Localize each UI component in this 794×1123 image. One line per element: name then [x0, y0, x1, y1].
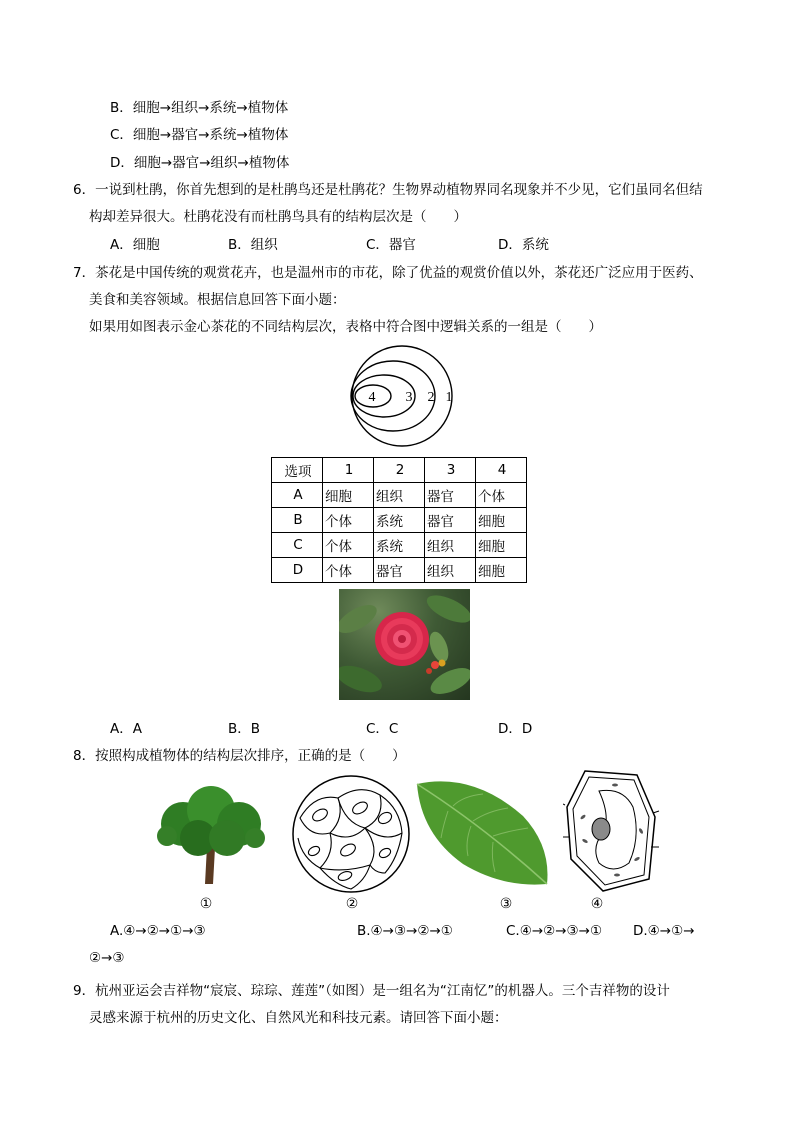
q7-stem-line2: 美食和美容领域。根据信息回答下面小题：: [89, 292, 346, 308]
q7-option-d: D．D: [498, 721, 533, 737]
camellia-photo: [339, 589, 470, 700]
q7-stem-line3: 如果用如图表示金心茶花的不同结构层次，表格中符合图中逻辑关系的一组是（ ）: [89, 319, 602, 335]
diagram-label-1: 1: [445, 390, 453, 405]
table-cell: 组织: [374, 483, 425, 508]
q6-option-d: D．系统: [498, 237, 549, 253]
table-cell: 细胞: [476, 558, 527, 583]
tree-icon: [153, 786, 268, 886]
figure-caption-1: ①: [199, 896, 213, 912]
table-cell: 个体: [476, 483, 527, 508]
table-cell: 组织: [425, 558, 476, 583]
q6-option-c: C．器官: [366, 237, 416, 253]
table-header-cell: 1: [323, 458, 374, 483]
figure-caption-3: ③: [499, 896, 513, 912]
ellipse-level-2: [351, 361, 435, 431]
figure-caption-4: ④: [590, 896, 604, 912]
table-cell: 器官: [374, 558, 425, 583]
q7-option-a: A．A: [110, 721, 142, 737]
table-cell: 细胞: [323, 483, 374, 508]
table-cell: D: [272, 558, 323, 583]
leaf-icon: [413, 776, 553, 888]
q7-stem-line1: 7．茶花是中国传统的观赏花卉，也是温州市的市花，除了优益的观赏价值以外，茶花还广泛应用于医药、: [73, 265, 703, 281]
diagram-label-3: 3: [405, 390, 413, 405]
table-cell: 细胞: [476, 508, 527, 533]
q7-option-b: B．B: [228, 721, 261, 737]
q6-option-a: A．细胞: [110, 237, 160, 253]
q8-option-b: B.④→③→②→①: [357, 923, 453, 939]
q6-stem-line2: 构却差异很大。杜鹃花没有而杜鹃鸟具有的结构层次是（ ）: [89, 209, 467, 225]
table-cell: 细胞: [476, 533, 527, 558]
q5-option-b: B．细胞→组织→系统→植物体: [110, 100, 289, 116]
table-cell: 个体: [323, 558, 374, 583]
table-cell: A: [272, 483, 323, 508]
table-header-row: [272, 458, 527, 483]
q5-option-d: D．细胞→器官→组织→植物体: [110, 155, 290, 171]
table-header-cell: 3: [425, 458, 476, 483]
table-row: [272, 483, 527, 508]
table-header-cell: 选项: [272, 458, 323, 483]
q7-options-table: [271, 457, 527, 583]
q8-stem: 8．按照构成植物体的结构层次排序，正确的是（ ）: [73, 748, 406, 764]
nested-ellipse-diagram: [340, 344, 466, 450]
table-cell: 组织: [425, 533, 476, 558]
figure-caption-2: ②: [345, 896, 359, 912]
q6-stem-line1: 6．一说到杜鹃，你首先想到的是杜鹃鸟还是杜鹃花？生物界动植物界同名现象并不少见，它们虽同名但结: [73, 182, 703, 198]
table-row: [272, 533, 527, 558]
table-cell: C: [272, 533, 323, 558]
diagram-label-2: 2: [427, 390, 435, 405]
table-cell: 器官: [425, 508, 476, 533]
table-row: [272, 508, 527, 533]
q7-option-c: C．C: [366, 721, 399, 737]
q6-option-b: B．组织: [228, 237, 278, 253]
q8-option-d-continued: ②→③: [89, 950, 125, 966]
q5-option-c: C．细胞→器官→系统→植物体: [110, 127, 289, 143]
table-cell: B: [272, 508, 323, 533]
table-header-cell: 4: [476, 458, 527, 483]
diagram-label-4: 4: [368, 390, 376, 405]
plant-cell-icon: [563, 767, 661, 895]
table-cell: 系统: [374, 533, 425, 558]
q8-option-a: A.④→②→①→③: [110, 923, 206, 939]
q9-stem-line1: 9．杭州亚运会吉祥物“宸宸、琮琮、莲莲”（如图）是一组名为“江南忆”的机器人。三个吉祥物的设计: [73, 983, 670, 999]
q8-option-d: D.④→①→: [633, 923, 695, 939]
table-cell: 系统: [374, 508, 425, 533]
camellia-flower-icon: [339, 589, 470, 700]
ellipse-level-1: [352, 346, 452, 446]
table-cell: 个体: [323, 508, 374, 533]
table-cell: 个体: [323, 533, 374, 558]
tissue-diagram-icon: [290, 773, 412, 895]
q8-option-c: C.④→②→③→①: [506, 923, 603, 939]
table-cell: 器官: [425, 483, 476, 508]
q9-stem-line2: 灵感来源于杭州的历史文化、自然风光和科技元素。请回答下面小题：: [89, 1010, 508, 1026]
table-header-cell: 2: [374, 458, 425, 483]
table-row: [272, 558, 527, 583]
